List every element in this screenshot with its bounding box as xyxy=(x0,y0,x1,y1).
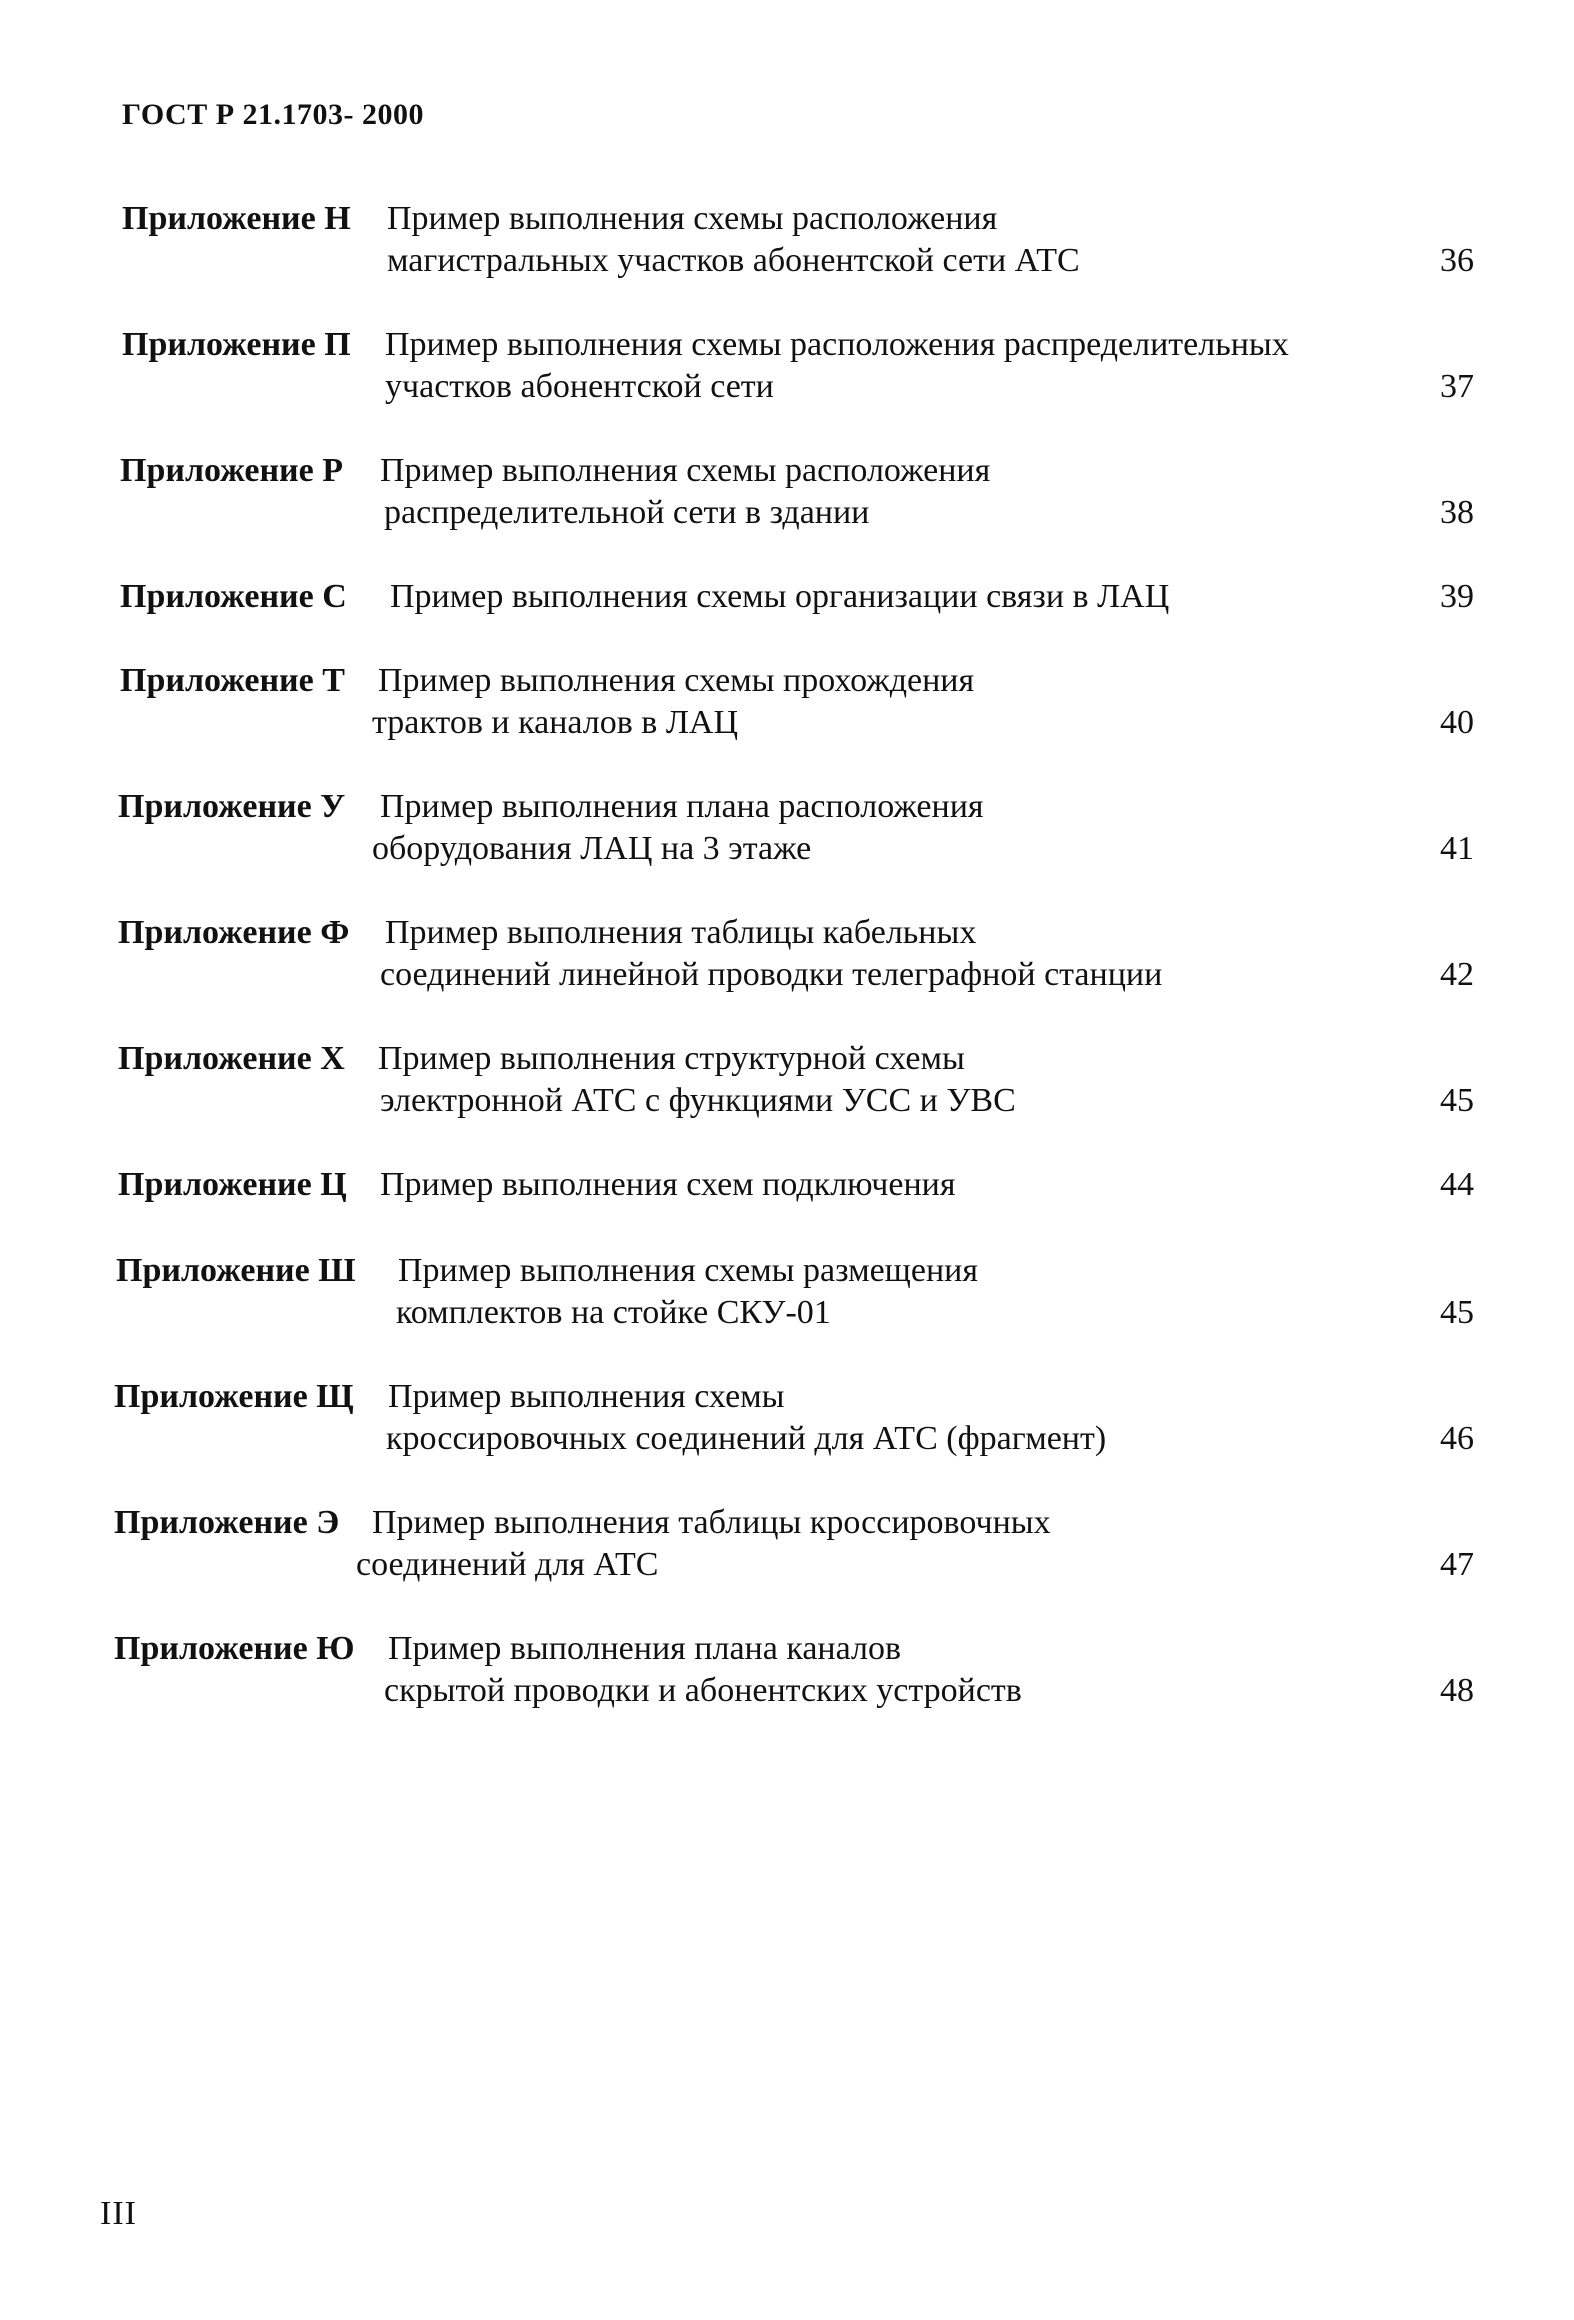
toc-entry-title-line2: соединений линейной проводки телеграфной станции xyxy=(380,956,1163,993)
toc-entry-title-line2: распределительной сети в здании xyxy=(384,494,870,531)
toc-entry-label: Приложение Ц xyxy=(118,1166,347,1203)
toc-entry-title-line2: соединений для АТС xyxy=(356,1546,659,1583)
toc-entry-page: 39 xyxy=(1440,578,1474,615)
toc-entry-label: Приложение Щ xyxy=(114,1378,354,1415)
toc-entry-page: 36 xyxy=(1440,242,1474,279)
toc-entry-title-line1: Пример выполнения таблицы кроссировочных xyxy=(372,1504,1051,1541)
toc-entry-title-line1: Пример выполнения схемы размещения xyxy=(398,1252,978,1289)
toc-entry-title-line2: магистральных участков абонентской сети АТС xyxy=(387,242,1080,279)
toc-entry-label: Приложение Ф xyxy=(118,914,350,951)
toc-entry-title-line1: Пример выполнения схемы прохождения xyxy=(378,662,975,699)
toc-entry-title-line2: электронной АТС с функциями УСС и УВС xyxy=(380,1082,1016,1119)
toc-entry-page: 37 xyxy=(1440,368,1474,405)
toc-entry-title-line1: Пример выполнения структурной схемы xyxy=(378,1040,965,1077)
toc-entry-label: Приложение У xyxy=(118,788,346,825)
toc-entry-title-line1: Пример выполнения схемы организации связи в ЛАЦ xyxy=(390,578,1170,615)
toc-entry-page: 46 xyxy=(1440,1420,1474,1457)
toc-entry-title-line1: Пример выполнения схемы xyxy=(388,1378,785,1415)
toc-entry-title-line2: трактов и каналов в ЛАЦ xyxy=(372,704,739,741)
toc-entry-title-line1: Пример выполнения схемы расположения распределительных xyxy=(385,326,1289,363)
toc-entry-label: Приложение Н xyxy=(122,200,351,237)
toc-entry-page: 40 xyxy=(1440,704,1474,741)
toc-entry-title-line1: Пример выполнения схем подключения xyxy=(380,1166,956,1203)
toc-entry-title-line1: Пример выполнения схемы расположения xyxy=(380,452,991,489)
toc-entry-title-line1: Пример выполнения таблицы кабельных xyxy=(385,914,977,951)
toc-entry-title-line1: Пример выполнения плана каналов xyxy=(388,1630,902,1667)
toc-entry-label: Приложение Т xyxy=(120,662,345,699)
page-number: III xyxy=(100,2195,137,2232)
toc-entry-page: 45 xyxy=(1440,1082,1474,1119)
toc-entry-label: Приложение Ю xyxy=(114,1630,355,1667)
toc-entry-title-line2: скрытой проводки и абонентских устройств xyxy=(384,1672,1022,1709)
toc-entry-title-line2: комплектов на стойке СКУ-01 xyxy=(396,1294,831,1331)
toc-entry-page: 44 xyxy=(1440,1166,1474,1203)
toc-entry-label: Приложение С xyxy=(120,578,347,615)
toc-entry-page: 42 xyxy=(1440,956,1474,993)
toc-entry-title-line2: участков абонентской сети xyxy=(385,368,774,405)
toc-entry-title-line1: Пример выполнения плана расположения xyxy=(380,788,984,825)
document-header: ГОСТ Р 21.1703- 2000 xyxy=(122,98,425,131)
toc-entry-label: Приложение Э xyxy=(114,1504,340,1541)
toc-entry-title-line2: оборудования ЛАЦ на 3 этаже xyxy=(372,830,812,867)
toc-entry-title-line2: кроссировочных соединений для АТС (фрагмент) xyxy=(386,1420,1107,1457)
toc-entry-label: Приложение Р xyxy=(120,452,344,489)
toc-entry-label: Приложение Х xyxy=(118,1040,345,1077)
toc-entry-page: 47 xyxy=(1440,1546,1474,1583)
toc-entry-label: Приложение П xyxy=(122,326,351,363)
toc-entry-title-line1: Пример выполнения схемы расположения xyxy=(387,200,998,237)
toc-entry-page: 38 xyxy=(1440,494,1474,531)
toc-entry-page: 41 xyxy=(1440,830,1474,867)
toc-entry-page: 45 xyxy=(1440,1294,1474,1331)
toc-entry-page: 48 xyxy=(1440,1672,1474,1709)
toc-entry-label: Приложение Ш xyxy=(116,1252,356,1289)
